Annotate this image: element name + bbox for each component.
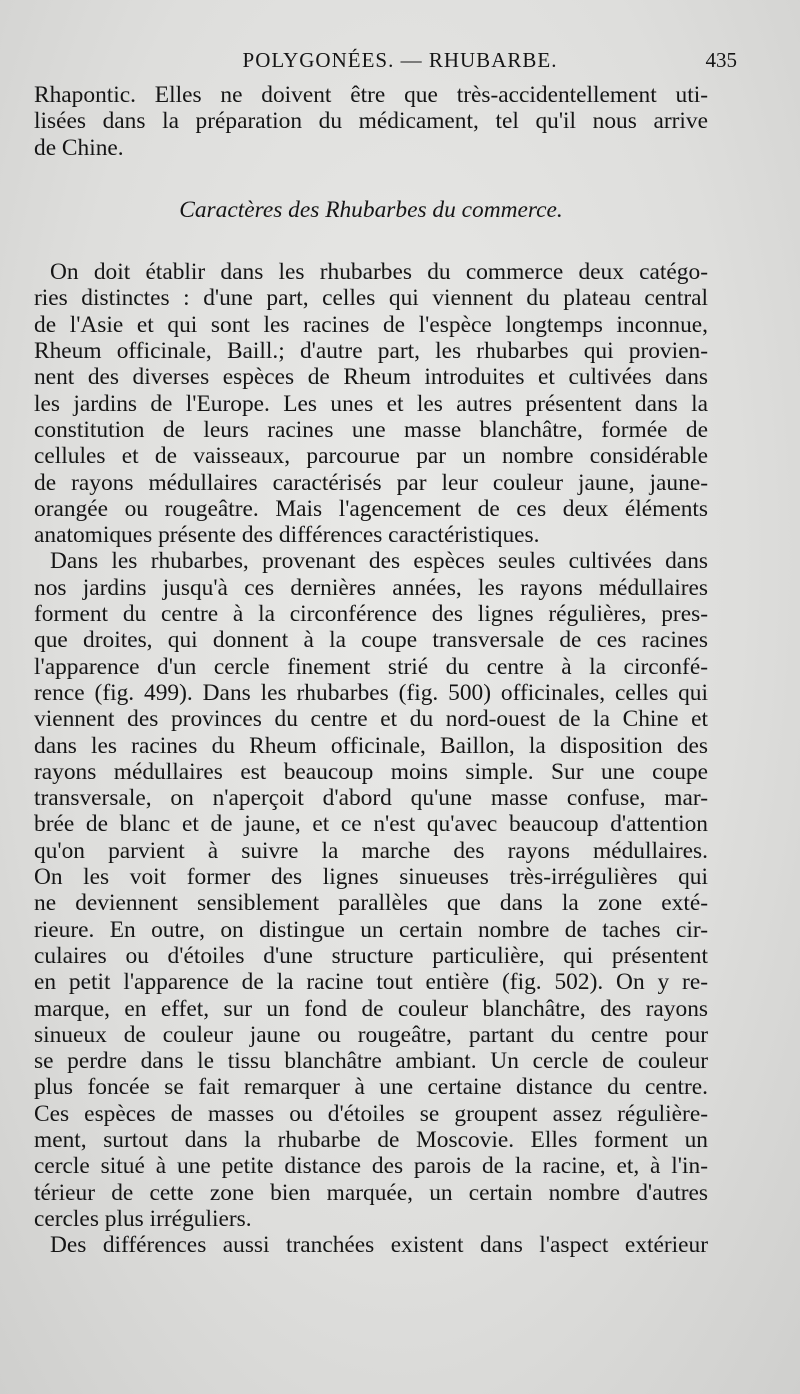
paragraph-4: [34, 1232, 708, 1258]
text-line: viennent des provinces du centre et du nord-ouest de la Chine et: [34, 706, 708, 733]
text-line: transversale, on n'aperçoit d'abord qu'une masse confuse, mar-: [34, 785, 708, 812]
text-line: Des différences aussi tranchées existent dans l'aspect extérieur: [50, 1232, 708, 1259]
text-line: qu'on parvient à suivre la marche des rayons médullaires.: [34, 837, 708, 864]
text-line: en petit l'apparence de la racine tout entière (fig. 502). On y re-: [34, 969, 708, 996]
text-line: ment, surtout dans la rhubarbe de Moscovie. Elles forment un: [34, 1126, 708, 1153]
body-text: [34, 82, 708, 1258]
page-header: [0, 48, 800, 78]
paragraph-2: [34, 259, 708, 548]
text-line: se perdre dans le tissu blanchâtre ambiant. Un cercle de couleur: [34, 1048, 708, 1075]
text-line: brée de blanc et de jaune, et ce n'est qu'avec beaucoup d'attention: [34, 811, 708, 838]
running-title: POLYGONÉES. — RHUBARBE.: [242, 48, 558, 72]
text-line: anatomiques présente des différences caractéristiques.: [34, 522, 540, 549]
text-line: de l'Asie et qui sont les racines de l'espèce longtemps inconnue,: [34, 311, 708, 338]
text-line: ne deviennent sensiblement parallèles que dans la zone exté-: [34, 890, 708, 917]
text-line: Rheum officinale, Baill.; d'autre part, les rhubarbes qui provien-: [34, 338, 708, 365]
text-line: ries distinctes : d'une part, celles qui viennent du plateau central: [34, 285, 708, 312]
text-line: plus foncée se fait remarquer à une certaine distance du centre.: [34, 1074, 708, 1101]
text-line: de rayons médullaires caractérisés par leur couleur jaune, jaune-: [34, 469, 708, 496]
page-number: 435: [705, 48, 737, 72]
text-line: l'apparence d'un cercle finement strié du centre à la circonfé-: [34, 653, 708, 680]
text-line: lisées dans la préparation du médicament, tel qu'il nous arrive: [34, 108, 708, 135]
text-line: On doit établir dans les rhubarbes du commerce deux catégo-: [50, 259, 708, 286]
paragraph-3: [34, 548, 708, 1232]
text-line: que droites, qui donnent à la coupe transversale de ces racines: [34, 627, 708, 654]
text-line: forment du centre à la circonférence des lignes régulières, pres-: [34, 601, 708, 628]
text-line: orangée ou rougeâtre. Mais l'agencement de ces deux éléments: [34, 495, 708, 522]
text-line: nent des diverses espèces de Rheum introduites et cultivées dans: [34, 364, 708, 391]
text-line: térieur de cette zone bien marquée, un certain nombre d'autres: [34, 1179, 708, 1206]
text-line: sinueux de couleur jaune ou rougeâtre, partant du centre pour: [34, 1021, 708, 1048]
text-line: On les voit former des lignes sinueuses très-irrégulières qui: [34, 864, 708, 891]
text-line: rayons médullaires est beaucoup moins simple. Sur une coupe: [34, 758, 708, 785]
text-line: Ces espèces de masses ou d'étoiles se groupent assez régulière-: [34, 1100, 708, 1127]
section-heading: Caractères des Rhubarbes du commerce.: [179, 196, 563, 223]
text-line: nos jardins jusqu'à ces dernières années, les rayons médullaires: [34, 574, 708, 601]
text-line: cercles plus irréguliers.: [34, 1205, 252, 1232]
text-line: rence (fig. 499). Dans les rhubarbes (fig. 500) officinales, celles qui: [34, 679, 708, 706]
text-line: Rhapontic. Elles ne doivent être que très-accidentellement uti-: [34, 82, 708, 108]
text-line: cellules et de vaisseaux, parcourue par un nombre considérable: [34, 443, 708, 470]
text-line: constitution de leurs racines une masse blanchâtre, formée de: [34, 416, 708, 443]
text-line: dans les racines du Rheum officinale, Baillon, la disposition des: [34, 732, 708, 759]
paragraph-1: [34, 82, 708, 161]
text-line: Dans les rhubarbes, provenant des espèces seules cultivées dans: [50, 548, 708, 575]
text-line: de Chine.: [34, 134, 124, 161]
text-line: marque, en effet, sur un fond de couleur blanchâtre, des rayons: [34, 995, 708, 1022]
text-line: culaires ou d'étoiles d'une structure particulière, qui présentent: [34, 942, 708, 969]
text-line: les jardins de l'Europe. Les unes et les autres présentent dans la: [34, 390, 708, 417]
text-line: cercle situé à une petite distance des parois de la racine, et, à l'in-: [34, 1153, 708, 1180]
text-line: rieure. En outre, on distingue un certain nombre de taches cir-: [34, 916, 708, 943]
